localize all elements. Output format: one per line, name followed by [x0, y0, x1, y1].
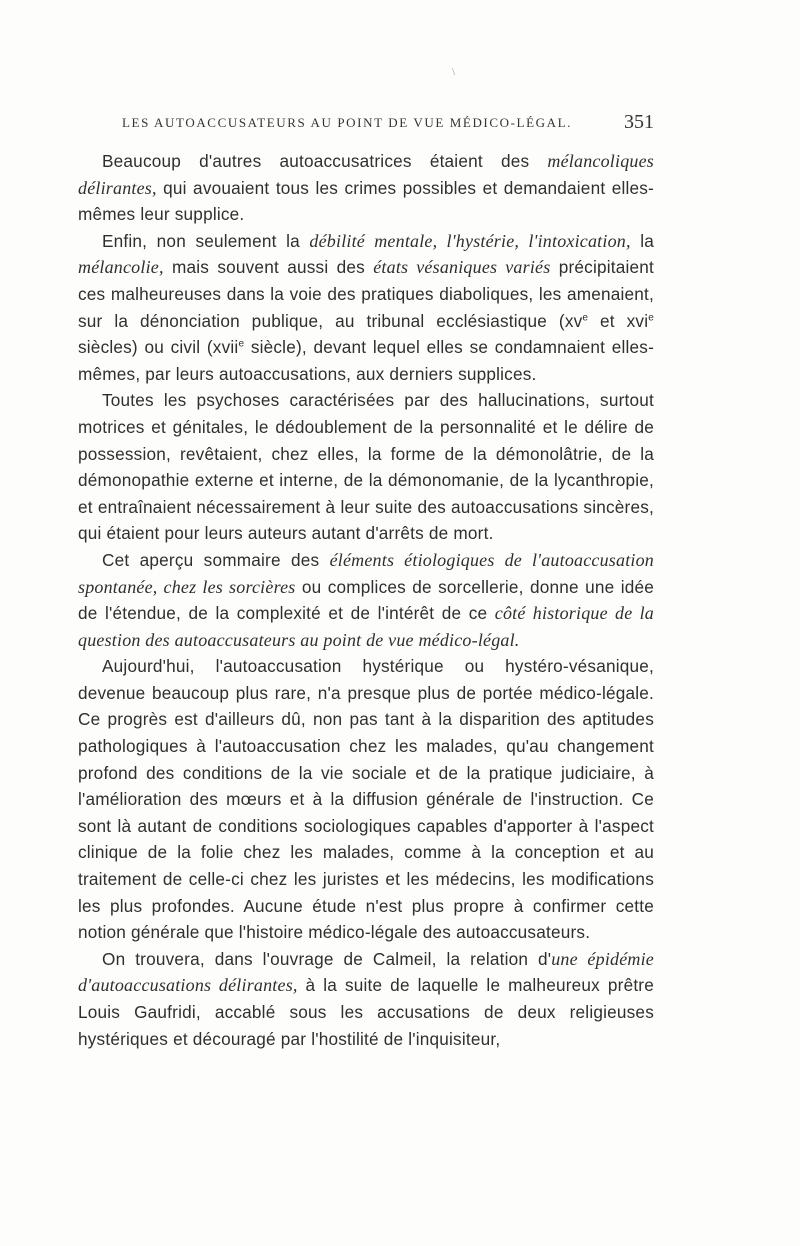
paragraph-6: [78, 946, 654, 1052]
p5-text: Aujourd'hui, l'autoaccusation hystérique ou hystéro-vésanique, devenue beaucoup plus rare, n'a presque plus de portée médico-légale. Ce progrès est d'ailleurs dû, non pas tant à la disparition des aptitudes pathologiques à l'autoaccusation chez les malades, qu'au changement profond des conditions de la vie sociale et de la pratique judiciaire, à l'amélioration des mœurs et à la diffusion générale de l'instruction. Ce sont là autant de conditions sociologiques capables d'apporter à l'aspect clinique de la folie chez les malades, comme à la conception et au traitement de celle-ci chez les juristes et les médecins, les modifications les plus profondes. Aucune étude n'est plus propre à confirmer cette notion générale que l'histoire médico-légale des autoaccusateurs.: [78, 656, 654, 943]
p4-text: Cet aperçu sommaire des: [102, 549, 330, 570]
p2-text: la: [630, 230, 654, 251]
p2-sup: e: [648, 311, 654, 323]
p2-text: précipitaient ces malheureuses dans la voie des pratiques diaboliques, les amenaient, sur la dénonciation publique, au tribunal ecclésiastique (xv: [78, 257, 654, 331]
p1-text: qui avouaient tous les crimes possibles et demandaient elles-mêmes leur supplice.: [78, 177, 654, 225]
p6-text: à la suite de laquelle le malheureux prêtre Louis Gaufridi, accablé sous les accusations de deux religieuses hystériques et découragé par l'hostilité de l'inquisiteur,: [78, 975, 654, 1049]
p2-text: siècles) ou civil (xvii: [78, 337, 239, 358]
p2-sup: e: [582, 311, 589, 323]
p3-text: Toutes les psychoses caractérisées par des hallucinations, surtout motrices et génitales, le dédoublement de la personnalité et le délire de possession, revêtaient, chez elles, la forme de la démonolâtrie, de la démonopathie externe et interne, de la démonomanie, de la lycanthropie, et entraînaient nécessairement à leur suite des autoaccusations sincères, qui étaient pour leurs auteurs autant d'arrêts de mort.: [78, 390, 654, 544]
paragraph-5: [78, 653, 654, 946]
p1-italic: mélancoliques délirantes,: [78, 151, 654, 198]
p4-text: ou complices de sorcellerie, donne une idée de l'étendue, de la complexité et de l'intérêt de ce: [78, 576, 654, 624]
running-title: LES AUTOACCUSATEURS AU POINT DE VUE MÉDICO-LÉGAL.: [122, 115, 572, 130]
paragraph-2: [78, 228, 654, 388]
scan-mark: \: [452, 66, 456, 78]
p2-italic: états vésaniques variés: [373, 257, 551, 278]
p2-italic: mélancolie,: [78, 257, 164, 278]
paragraph-3: [78, 387, 654, 547]
p1-text: Beaucoup d'autres autoaccusatrices étaient des: [102, 151, 548, 171]
p4-italic: éléments étiologiques de l'autoaccusation spontanée, chez les sorcières: [78, 549, 654, 597]
p2-text: Enfin, non seulement la: [102, 230, 310, 251]
page-number: 351: [624, 111, 654, 133]
p2-text: et xvi: [588, 310, 649, 331]
p6-italic: une épidémie d'autoaccusations délirantes,: [78, 948, 654, 996]
paragraph-1: [78, 148, 654, 228]
p2-italic: débilité mentale, l'hystérie, l'intoxication,: [309, 230, 631, 251]
running-header: [122, 111, 654, 133]
p2-text: siècle), devant lequel elles se condamnaient elles-mêmes, par leurs autoaccusations, aux derniers supplices.: [78, 337, 655, 384]
page-body: [78, 148, 654, 1052]
paragraph-4: [78, 547, 654, 653]
p6-text: On trouvera, dans l'ouvrage de Calmeil, la relation d': [102, 948, 552, 969]
p2-text: mais souvent aussi des: [163, 257, 374, 278]
p2-sup: e: [238, 338, 245, 350]
p4-italic: côté historique de la question des autoaccusateurs au point de vue médico-légal.: [78, 603, 654, 650]
